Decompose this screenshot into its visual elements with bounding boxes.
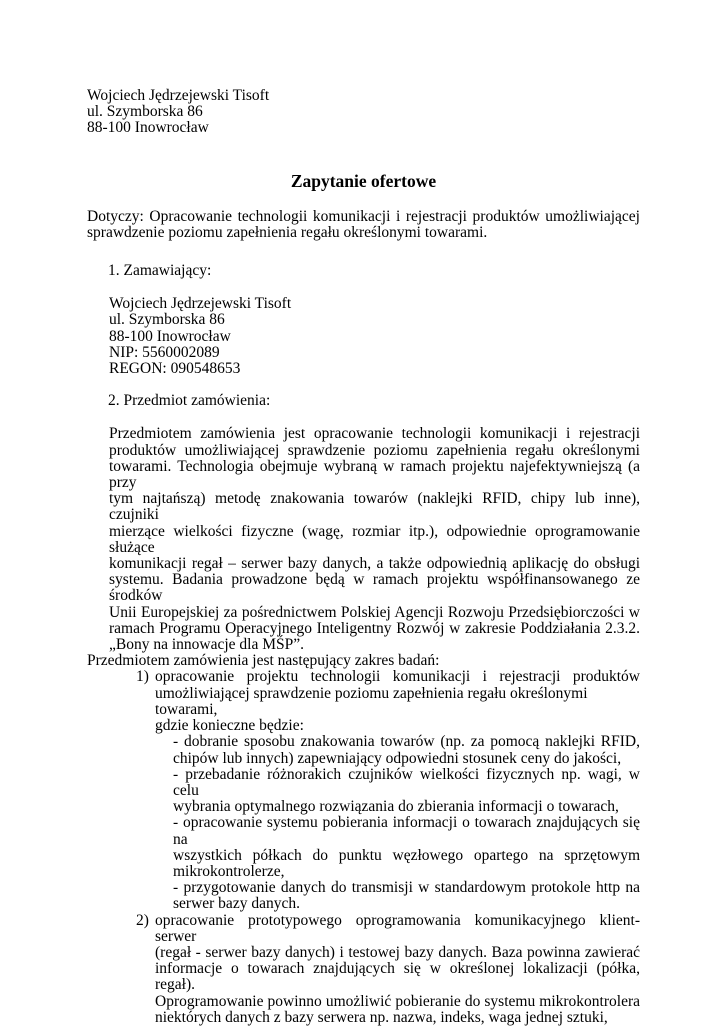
- scope-item-1: [87, 669, 640, 734]
- item-line: (regał - serwer bazy danych) i testowej bazy danych. Baza powinna zawierać: [155, 943, 640, 961]
- subject: [87, 209, 640, 241]
- subitem-line: serwer bazy danych.: [173, 895, 300, 913]
- orderer-regon: REGON: 090548653: [109, 360, 241, 378]
- paragraph-line: ramach Programu Operacyjnego Inteligentny Rozwój w zakresie Poddziałania 2.3.2.: [109, 619, 640, 637]
- subitem-line: - opracowanie systemu pobierania informacji o towarach znajdujących się na: [173, 814, 640, 848]
- sender-city: 88-100 Inowrocław: [87, 119, 209, 137]
- paragraph-line: tym najtańszą) metodę znakowania towarów (naklejki RFID, chipy lub inne), czujniki: [109, 490, 640, 524]
- item-line: gdzie konieczne będzie:: [155, 717, 304, 735]
- orderer-street: ul. Szymborska 86: [109, 311, 225, 329]
- sender-name: Wojciech Jędrzejewski Tisoft: [87, 87, 270, 104]
- item-number: 1): [136, 668, 149, 686]
- paragraph-line: „Bony na innowacje dla MŚP”.: [109, 636, 305, 654]
- scope-subitems: [87, 734, 640, 912]
- section-2-heading: 2. Przedmiot zamówienia:: [108, 392, 271, 410]
- item-line: opracowanie projektu technologii komunikacji i rejestracji produktów: [155, 668, 640, 686]
- paragraph-line: towarami. Technologia obejmuje wybraną w ramach projektu najefektywniejszą (a przy: [109, 457, 640, 492]
- subitem-line: - dobranie sposobu znakowania towarów (np. za pomocą naklejki RFID,: [173, 733, 640, 751]
- sender-address: [87, 88, 640, 137]
- subitem-line: - przebadanie różnorakich czujników wielkości fizycznych np. wagi, w celu: [173, 765, 640, 799]
- subitem-line: wszystkich półkach do punktu węzłowego opartego na sprzętowym: [173, 846, 640, 864]
- sender-street: ul. Szymborska 86: [87, 103, 203, 121]
- item-line: umożliwiającej sprawdzenie poziomu zapełnienia regału określonymi towarami,: [155, 684, 588, 718]
- paragraph-line: produktów umożliwiającej sprawdzenie poziomu zapełnienia regału określonymi: [109, 441, 640, 459]
- item-line: niektórych danych z bazy serwera np. nazwa, indeks, waga jednej sztuki,: [155, 1008, 608, 1026]
- orderer-nip: NIP: 5560002089: [109, 343, 220, 361]
- paragraph-line: Przedmiotem zamówienia jest opracowanie technologii komunikacji i rejestracji: [109, 425, 640, 443]
- subitem-line: mikrokontrolerze,: [173, 862, 285, 880]
- subject-line-1: Dotyczy: Opracowanie technologii komunikacji i rejestracji produktów umożliwiającej: [87, 207, 640, 225]
- document-title: Zapytanie ofertowe: [290, 170, 437, 191]
- order-description: [87, 426, 640, 653]
- subitem-line: chipów lub innych) zapewniający odpowiedni stosunek ceny do jakości,: [173, 749, 622, 767]
- subitem-line: - przygotowanie danych do transmisji w standardowym protokole http na: [173, 879, 640, 897]
- paragraph-line: systemu. Badania prowadzone będą w ramach projektu współfinansowanego ze środków: [109, 571, 640, 605]
- section-1-heading: 1. Zamawiający:: [108, 262, 212, 280]
- item-line: Oprogramowanie powinno umożliwić pobieranie do systemu mikrokontrolera: [155, 992, 640, 1010]
- item-line: informacje o towarach znajdujących się w określonej lokalizacji (półka, regał).: [155, 960, 640, 994]
- paragraph-line: mierzące wielkości fizyczne (wagę, rozmiar itp.), odpowiednie oprogramowanie służące: [109, 522, 640, 556]
- scope-intro: Przedmiotem zamówienia jest następujący zakres badań:: [87, 652, 440, 670]
- paragraph-line: komunikacji regał – serwer bazy danych, a także odpowiednią aplikację do obsługi: [109, 555, 640, 573]
- subject-line-2: sprawdzenie poziomu zapełnienia regału określonymi towarami.: [87, 223, 488, 241]
- document-page: [87, 88, 640, 1026]
- orderer-city: 88-100 Inowrocław: [109, 327, 231, 345]
- subitem-line: wybrania optymalnego rozwiązania do zbierania informacji o towarach,: [173, 798, 619, 816]
- paragraph-line: Unii Europejskiej za pośrednictwem Polskiej Agencji Rozwoju Przedsiębiorczości w: [109, 603, 640, 621]
- scope-item-2: [87, 913, 640, 1026]
- item-line: opracowanie prototypowego oprogramowania komunikacyjnego klient-serwer: [155, 911, 640, 945]
- item-number: 2): [136, 911, 149, 929]
- orderer-details: [87, 296, 640, 377]
- orderer-name: Wojciech Jędrzejewski Tisoft: [109, 295, 292, 313]
